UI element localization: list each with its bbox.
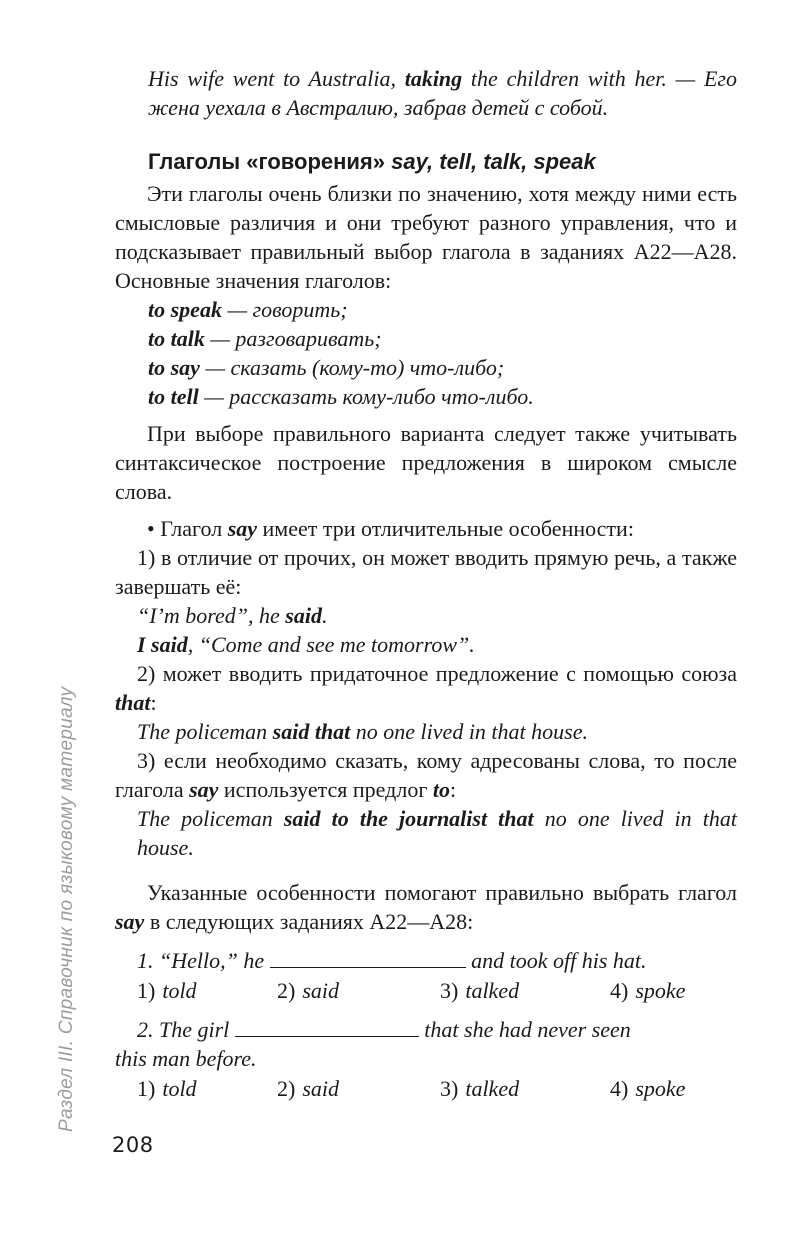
- q1-answer-blank: [270, 964, 466, 968]
- dash: —: [199, 355, 231, 380]
- intro-paragraph: Эти глаголы очень близки по значению, хотя между ними есть смысловые различия и они требуют разного управления, что и подсказывает правильный выбор глагола в заданиях А22—А28. Основные значения глаголов:: [115, 181, 737, 293]
- answer-number: 4): [610, 1076, 629, 1101]
- answer-word: talked: [465, 978, 520, 1003]
- answer-word: spoke: [635, 1076, 686, 1101]
- ex3-text: The policeman: [137, 806, 284, 831]
- tasks-say: say: [115, 909, 145, 934]
- answer-word: told: [162, 978, 197, 1003]
- example-ru-text: the children with her. — Его жена уехала в Австралию, забрав детей с собой.: [148, 66, 737, 120]
- answer-option: [610, 1074, 685, 1103]
- ex2-bold: said that: [272, 719, 351, 744]
- answer-number: 3): [440, 978, 459, 1003]
- bullet-verb-say: say: [227, 516, 258, 541]
- answer-word: spoke: [635, 978, 686, 1003]
- verb-en: to say: [148, 355, 200, 380]
- example-1b: [137, 630, 737, 659]
- section-heading-ru: Глаголы «говорения»: [148, 149, 392, 174]
- verb-en: to tell: [148, 384, 199, 409]
- feature3-text-1: 3) если необходимо сказать, кому адресованы слова, то после глагола: [115, 748, 737, 802]
- q1-text-2: and took off his hat.: [465, 948, 647, 973]
- feature3-to: to: [432, 777, 450, 802]
- feature2-end: :: [150, 690, 157, 715]
- dash: —: [198, 384, 230, 409]
- dash: —: [221, 297, 253, 322]
- tasks-text-2: в следующих заданиях А22—А28:: [144, 909, 474, 934]
- feature2-that: that: [115, 690, 151, 715]
- answer-number: 4): [610, 978, 629, 1003]
- feature-3-paragraph: [115, 746, 737, 804]
- ex3-end: no one lived in that house.: [137, 806, 737, 860]
- answer-word: talked: [465, 1076, 520, 1101]
- question-2: [115, 1015, 737, 1073]
- verb-definition-row: [148, 353, 737, 382]
- answer-option: [440, 1074, 519, 1103]
- example-2: [137, 717, 737, 746]
- example-3: [137, 804, 737, 862]
- verb-definition-row: [148, 295, 737, 324]
- ex1a-text: “I’m bored”, he: [137, 603, 286, 628]
- q1-text-1: 1. “Hello,” he: [137, 948, 270, 973]
- q2-answer-blank: [235, 1033, 419, 1037]
- section-heading: [148, 147, 737, 176]
- answers-row-2: [115, 1074, 737, 1103]
- answer-number: 2): [277, 1076, 296, 1101]
- q2-text-2: that she had never seen: [418, 1017, 631, 1042]
- feature-2-paragraph: [115, 659, 737, 717]
- ex2-text: The policeman: [137, 719, 273, 744]
- ex2-end: no one lived in that house.: [350, 719, 588, 744]
- ex1b-bold: I said: [137, 632, 188, 657]
- bullet-marker: •: [147, 516, 155, 541]
- tasks-text-1: Указанные особенности помогают правильно выбрать глагол: [147, 880, 737, 905]
- choice-paragraph: При выборе правильного варианта следует также учитывать синтаксическое построение предложения в широком смысле слова.: [115, 421, 737, 504]
- answer-number: 3): [440, 1076, 459, 1101]
- bullet-text-1: Глагол: [154, 516, 228, 541]
- bullet-text-2: имеет три отличительные особенности:: [257, 516, 634, 541]
- answer-option: [137, 1074, 197, 1103]
- section-heading-verbs: say, tell, talk, speak: [391, 149, 596, 174]
- verb-en: to talk: [148, 326, 205, 351]
- verb-definition-row: [148, 324, 737, 353]
- feature2-text: 2) может вводить придаточное предложение с помощью союза: [137, 661, 737, 686]
- tasks-paragraph: [115, 878, 737, 936]
- verb-ru: говорить;: [252, 297, 348, 322]
- answer-option: [277, 1074, 339, 1103]
- ex1a-bold: said: [285, 603, 322, 628]
- feature3-say: say: [189, 777, 219, 802]
- example-en-text: His wife went to Australia,: [148, 66, 405, 91]
- verb-ru: рассказать кому-либо что-либо.: [229, 384, 534, 409]
- ex3-bold: said to the journalist that: [283, 806, 534, 831]
- verb-ru: разговаривать;: [235, 326, 382, 351]
- answer-number: 1): [137, 1076, 156, 1101]
- ex1b-text: , “Come and see me tomorrow”.: [187, 632, 475, 657]
- q2-text-3: this man before.: [115, 1046, 257, 1071]
- answer-word: said: [302, 978, 340, 1003]
- example-1a: [137, 601, 737, 630]
- question-1: [115, 946, 737, 975]
- dash: —: [204, 326, 236, 351]
- section-sidebar-label: Раздел III. Справочник по языковому материалу: [56, 686, 77, 1132]
- q2-text-1: 2. The girl: [137, 1017, 235, 1042]
- example-translation-block: [148, 64, 737, 122]
- feature-1-paragraph: 1) в отличие от прочих, он может вводить прямую речь, а также завершать её:: [115, 545, 737, 599]
- example-en-bold-word: taking: [404, 66, 463, 91]
- verb-en: to speak: [148, 297, 222, 322]
- answer-number: 2): [277, 978, 296, 1003]
- answer-option: [440, 976, 519, 1005]
- verb-definition-row: [148, 382, 737, 411]
- answer-word: told: [162, 1076, 197, 1101]
- answer-number: 1): [137, 978, 156, 1003]
- ex1a-end: .: [321, 603, 328, 628]
- page-number: 208: [112, 1133, 154, 1157]
- answer-option: [137, 976, 197, 1005]
- verb-ru: сказать (кому-то) что-либо;: [230, 355, 505, 380]
- bullet-line: [115, 514, 737, 543]
- answers-row-1: [115, 976, 737, 1005]
- answer-option: [277, 976, 339, 1005]
- verb-definitions-list: [115, 295, 737, 411]
- feature3-text-2: используется предлог: [218, 777, 433, 802]
- page-content: [115, 64, 737, 1103]
- answer-option: [610, 976, 685, 1005]
- answer-word: said: [302, 1076, 340, 1101]
- feature3-end: :: [449, 777, 457, 802]
